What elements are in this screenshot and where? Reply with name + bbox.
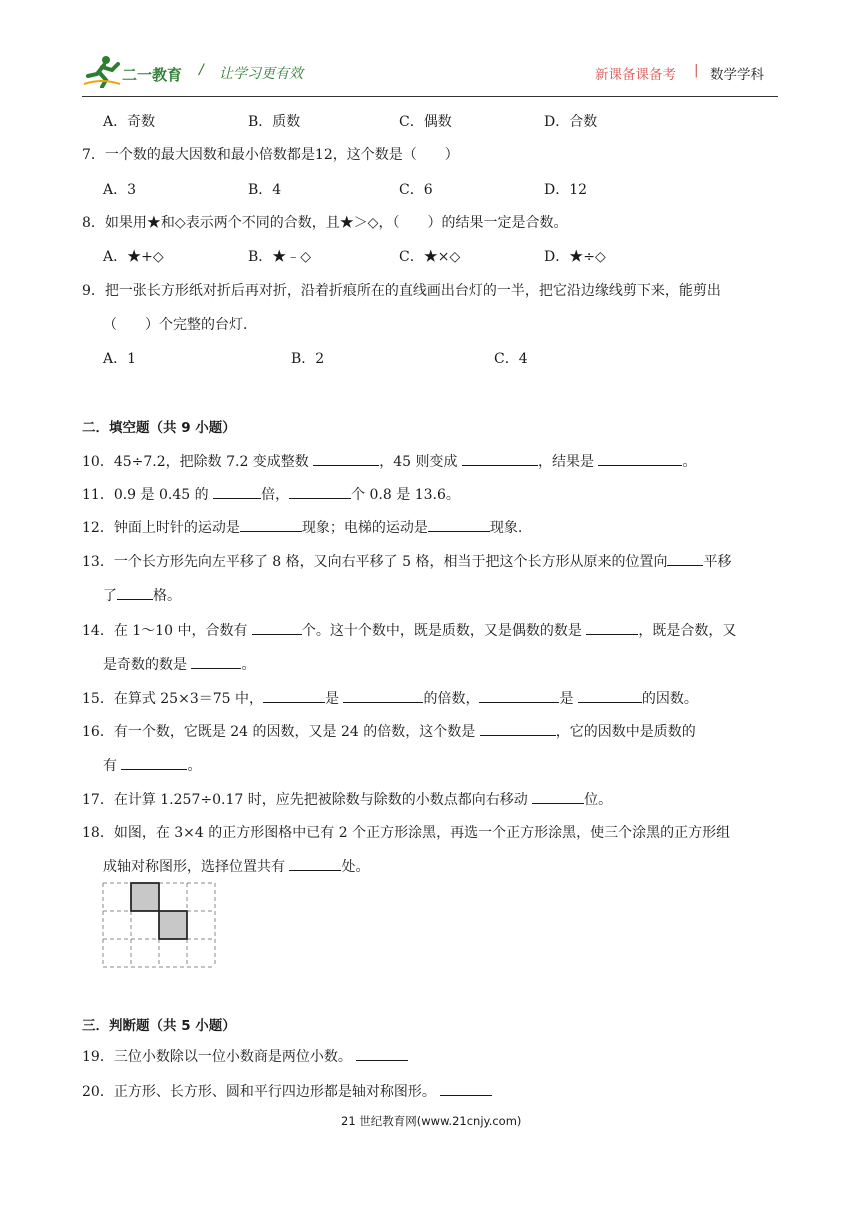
question-text: 平移 xyxy=(703,554,732,570)
answer-blank[interactable] xyxy=(586,622,638,635)
answer-blank[interactable] xyxy=(252,622,302,635)
question-text: 一个数的最大因数和最小倍数都是12，这个数是（ ） xyxy=(104,147,459,163)
question-10 xyxy=(82,451,696,471)
question-number: 18． xyxy=(82,825,114,841)
answer-blank[interactable] xyxy=(213,486,261,499)
answer-blank[interactable] xyxy=(667,553,703,566)
filled-cell xyxy=(131,883,159,911)
header-course-label: 新课备课备考 xyxy=(595,67,676,83)
question-number: 20． xyxy=(82,1084,114,1100)
option: A．★+◇ xyxy=(103,249,164,265)
question-17 xyxy=(82,789,612,809)
option: C．偶数 xyxy=(399,114,452,130)
question-19 xyxy=(82,1046,408,1066)
answer-blank[interactable] xyxy=(240,519,302,532)
question-text: 0.9 是 0.45 的 xyxy=(113,487,209,503)
answer-blank[interactable] xyxy=(263,690,325,703)
question-number: 7． xyxy=(82,147,105,163)
question-13 xyxy=(82,551,731,571)
question-text: ，45 则变成 xyxy=(379,454,458,470)
option: D．合数 xyxy=(544,114,598,130)
question-text: 一个长方形先向左平移了 8 格，又向右平移了 5 格，相当于把这个长方形从原来的位置向 xyxy=(113,554,668,570)
question-12 xyxy=(82,517,522,537)
question-number: 17． xyxy=(82,792,114,808)
option: B．质数 xyxy=(248,114,301,130)
square-grid-figure xyxy=(102,882,218,970)
question-text: 三位小数除以一位小数商是两位小数。 xyxy=(113,1049,352,1065)
section-title: 三．判断题（共 5 小题） xyxy=(82,1018,236,1034)
slogan: 让学习更有效 xyxy=(219,66,303,82)
question-20 xyxy=(82,1081,492,1101)
option: B．4 xyxy=(248,182,282,198)
question-text: 是 xyxy=(559,691,574,707)
question-text: 把一张长方形纸对折后再对折，沿着折痕所在的直线画出台灯的一半，把它沿边缘线剪下来，能剪出 xyxy=(104,283,721,299)
question-18 xyxy=(82,822,730,842)
option: B．2 xyxy=(291,351,325,367)
question-text: ，它的因数中是质数的 xyxy=(555,724,696,740)
answer-blank[interactable] xyxy=(480,723,556,736)
answer-blank[interactable] xyxy=(428,519,490,532)
option: A．3 xyxy=(103,182,137,198)
option: C．6 xyxy=(399,182,433,198)
question-text: 个。这十个数中，既是质数，又是偶数的数是 xyxy=(301,623,582,639)
question-number: 19． xyxy=(82,1049,114,1065)
question-11 xyxy=(82,484,460,504)
option: D．★÷◇ xyxy=(544,249,606,265)
option: C．4 xyxy=(494,351,528,367)
option: A．1 xyxy=(103,351,137,367)
question-text: 如果用★和◇表示两个不同的合数，且★＞◇，（ ）的结果一定是合数。 xyxy=(104,215,568,231)
question-text: 格。 xyxy=(153,588,181,604)
answer-blank[interactable] xyxy=(440,1083,492,1096)
question-18-cont xyxy=(103,856,369,876)
header-divider: | xyxy=(694,62,699,78)
section-title: 二．填空题（共 9 小题） xyxy=(82,420,236,436)
header-subject: 数学学科 xyxy=(710,67,764,83)
question-text: 处。 xyxy=(341,859,370,875)
header-rule xyxy=(82,96,778,97)
answer-blank[interactable] xyxy=(479,690,559,703)
question-text: 有一个数，它既是 24 的因数，又是 24 的倍数，这个数是 xyxy=(113,724,476,740)
question-14 xyxy=(82,620,736,640)
question-number: 15． xyxy=(82,691,114,707)
question-text: 。 xyxy=(682,454,697,470)
question-text: 是 xyxy=(325,691,339,707)
question-text: ，结果是 xyxy=(537,454,594,470)
filled-cell xyxy=(159,911,187,939)
answer-blank[interactable] xyxy=(289,858,341,871)
question-text: 钟面上时针的运动是 xyxy=(113,520,240,536)
question-text: 有 xyxy=(103,758,117,774)
answer-blank[interactable] xyxy=(313,453,379,466)
question-8 xyxy=(82,212,567,232)
question-text: 。 xyxy=(241,657,256,673)
question-text-cont: （ ）个完整的台灯． xyxy=(103,317,257,333)
question-text: 的倍数， xyxy=(423,691,480,707)
footer: 21 世纪教育网(www.21cnjy.com) xyxy=(341,1114,522,1128)
question-text: 在计算 1.257÷0.17 时，应先把被除数与除数的小数点都向右移动 xyxy=(113,792,528,808)
question-text: 了 xyxy=(103,588,117,604)
question-16-cont xyxy=(103,755,201,775)
question-7 xyxy=(82,144,459,164)
question-text: 倍， xyxy=(261,487,290,503)
question-number: 13． xyxy=(82,554,114,570)
question-text: 在算式 25×3＝75 中， xyxy=(113,691,263,707)
question-text: 是奇数的数是 xyxy=(103,657,187,673)
question-14-cont xyxy=(103,654,255,674)
question-9 xyxy=(82,280,721,300)
question-number: 10． xyxy=(82,454,114,470)
question-16 xyxy=(82,721,696,741)
question-text: 现象；电梯的运动是 xyxy=(301,520,428,536)
answer-blank[interactable] xyxy=(598,453,682,466)
question-number: 12． xyxy=(82,520,114,536)
answer-blank[interactable] xyxy=(532,791,584,804)
question-text: 位。 xyxy=(584,792,613,808)
question-13-cont xyxy=(103,585,181,605)
question-text: 个 0.8 是 13.6。 xyxy=(351,487,460,503)
question-text: 的因数。 xyxy=(641,691,698,707)
question-text: ，既是合数，又 xyxy=(638,623,737,639)
question-text: 在 1～10 中，合数有 xyxy=(113,623,248,639)
header-slash: / xyxy=(199,62,204,78)
runner-logo-icon xyxy=(82,54,122,88)
answer-blank[interactable] xyxy=(117,587,153,600)
option: C．★×◇ xyxy=(399,249,461,265)
question-text: 45÷7.2，把除数 7.2 变成整数 xyxy=(113,454,309,470)
answer-blank[interactable] xyxy=(578,690,642,703)
option: D．12 xyxy=(544,182,588,198)
answer-blank[interactable] xyxy=(356,1048,408,1061)
question-number: 8． xyxy=(82,215,105,231)
question-number: 11． xyxy=(82,487,114,503)
question-number: 9． xyxy=(82,283,105,299)
question-number: 16． xyxy=(82,724,114,740)
answer-blank[interactable] xyxy=(191,656,241,669)
question-text: 。 xyxy=(187,758,202,774)
answer-blank[interactable] xyxy=(121,757,187,770)
option: A．奇数 xyxy=(103,114,156,130)
answer-blank[interactable] xyxy=(462,453,538,466)
question-15 xyxy=(82,688,698,708)
answer-blank[interactable] xyxy=(289,486,351,499)
answer-blank[interactable] xyxy=(343,690,423,703)
option: B．★﹣◇ xyxy=(248,249,312,265)
question-number: 14． xyxy=(82,623,114,639)
question-text: 如图，在 3×4 的正方形图格中已有 2 个正方形涂黑，再选一个正方形涂黑，使三个涂黑的正方形组 xyxy=(113,825,731,841)
logo-text: 二一教育 xyxy=(122,66,183,84)
question-text: 现象. xyxy=(489,520,523,536)
question-text: 成轴对称图形，选择位置共有 xyxy=(103,859,285,875)
question-text: 正方形、长方形、圆和平行四边形都是轴对称图形。 xyxy=(113,1084,436,1100)
